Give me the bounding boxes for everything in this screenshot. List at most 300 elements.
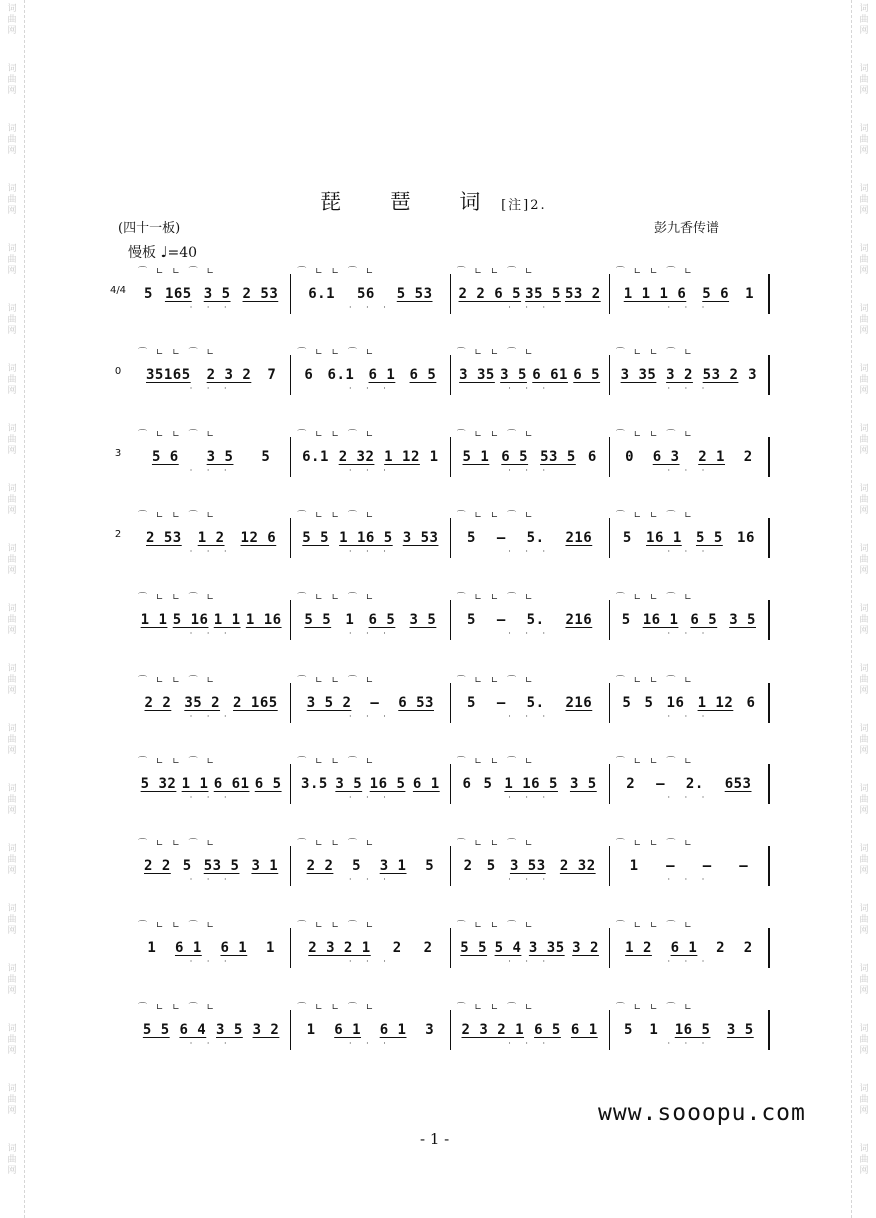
margin-watermark-char: 词 bbox=[859, 724, 869, 734]
measure bbox=[291, 1003, 450, 1050]
margin-watermark-char: 曲 bbox=[859, 375, 869, 385]
measure bbox=[451, 267, 610, 314]
note-group: 2 bbox=[423, 940, 433, 956]
note-group: 216 bbox=[565, 612, 593, 628]
margin-watermark-char: 网 bbox=[7, 26, 17, 36]
margin-watermark-char: 词 bbox=[7, 424, 17, 434]
margin-watermark-char: 曲 bbox=[859, 915, 869, 925]
margin-watermark bbox=[855, 304, 873, 337]
note-group: 3 bbox=[425, 1022, 435, 1038]
margin-watermark-char: 词 bbox=[859, 1084, 869, 1094]
quarter-note-icon: ♩ bbox=[160, 243, 168, 261]
note-group: 35 2 bbox=[184, 695, 221, 711]
margin-watermark-char: 网 bbox=[859, 746, 869, 756]
note-group: 3 5 bbox=[500, 367, 527, 383]
note-group: 6 5 bbox=[690, 612, 718, 628]
note-group: 2 165 bbox=[233, 695, 278, 711]
measure bbox=[291, 430, 450, 477]
margin-watermark bbox=[855, 604, 873, 637]
margin-watermark-char: 网 bbox=[859, 326, 869, 336]
margin-watermark-char: 词 bbox=[7, 184, 17, 194]
margin-watermark-char: 曲 bbox=[7, 555, 17, 565]
margin-watermark-char: 网 bbox=[7, 206, 17, 216]
margin-watermark-char: 词 bbox=[7, 904, 17, 914]
note-group: 56 bbox=[356, 286, 375, 302]
margin-watermark-char: 曲 bbox=[7, 675, 17, 685]
margin-watermark-char: 曲 bbox=[7, 795, 17, 805]
fingering-marks: ⌒ ∟ ∟ ⌒ ∟ bbox=[456, 676, 536, 686]
note-group: 3 bbox=[748, 367, 758, 383]
margin-watermark-char: 曲 bbox=[7, 315, 17, 325]
octave-dots: · · · bbox=[349, 547, 392, 556]
measure bbox=[132, 1003, 291, 1050]
note-group: 53 2 bbox=[702, 367, 739, 383]
octave-dots: · · · bbox=[349, 303, 392, 312]
margin-watermark bbox=[3, 724, 21, 757]
margin-watermark-char: 词 bbox=[859, 844, 869, 854]
title-char: 词 bbox=[459, 190, 483, 214]
measure-row bbox=[132, 348, 770, 395]
note-group: 3 35 bbox=[620, 367, 657, 383]
fingering-marks: ⌒ ∟ ∟ ⌒ ∟ bbox=[615, 593, 695, 603]
measure bbox=[132, 839, 291, 886]
note-group: – bbox=[739, 858, 749, 874]
margin-watermark bbox=[855, 364, 873, 397]
margin-watermark-char: 网 bbox=[859, 686, 869, 696]
margin-watermark-char: 曲 bbox=[7, 1095, 17, 1105]
note-group: 6.1 bbox=[308, 286, 336, 302]
note-group: 5 bbox=[621, 612, 631, 628]
note-group: 1 bbox=[649, 1022, 659, 1038]
octave-dots: · · · bbox=[349, 384, 392, 393]
margin-watermark-char: 词 bbox=[7, 544, 17, 554]
measure bbox=[451, 348, 610, 395]
note-group: 5 5 bbox=[695, 530, 723, 546]
note-group: 6 1 bbox=[379, 1022, 407, 1038]
margin-watermark-char: 曲 bbox=[859, 1095, 869, 1105]
note-group: 2. bbox=[685, 776, 704, 792]
margin-watermark-char: 词 bbox=[859, 664, 869, 674]
margin-watermark-char: 网 bbox=[7, 86, 17, 96]
note-group: 16 bbox=[666, 695, 685, 711]
note-group: 5 bbox=[623, 1022, 633, 1038]
margin-watermark-char: 曲 bbox=[7, 975, 17, 985]
note-group: 3 1 bbox=[251, 858, 279, 874]
margin-watermark-char: 词 bbox=[859, 364, 869, 374]
margin-watermark-char: 词 bbox=[7, 364, 17, 374]
system-lead-mark: 0 bbox=[114, 366, 122, 377]
note-group: 1 bbox=[306, 1022, 316, 1038]
octave-dots: · · · bbox=[349, 957, 392, 966]
margin-watermark-char: 曲 bbox=[859, 735, 869, 745]
margin-watermark bbox=[855, 64, 873, 97]
margin-watermark-char: 词 bbox=[7, 724, 17, 734]
octave-dots: · · · bbox=[508, 466, 551, 475]
margin-watermark-char: 网 bbox=[7, 386, 17, 396]
margin-watermark-char: 曲 bbox=[7, 375, 17, 385]
note-group: 2 2 bbox=[144, 695, 172, 711]
note-group: 6 bbox=[587, 449, 597, 465]
note-group: 16 bbox=[737, 530, 755, 546]
measure bbox=[132, 676, 291, 723]
margin-watermark bbox=[3, 484, 21, 517]
note-group: 16 5 bbox=[674, 1022, 711, 1038]
margin-watermark-char: 词 bbox=[7, 964, 17, 974]
margin-watermark-char: 网 bbox=[7, 806, 17, 816]
score-system bbox=[108, 921, 770, 968]
note-group: 2 bbox=[716, 940, 725, 956]
margin-watermark-char: 曲 bbox=[859, 795, 869, 805]
margin-watermark-char: 曲 bbox=[7, 15, 17, 25]
note-group: 7 bbox=[267, 367, 277, 383]
margin-watermark-char: 词 bbox=[7, 124, 17, 134]
octave-dots: · · · bbox=[508, 1039, 551, 1048]
margin-watermark-char: 网 bbox=[7, 326, 17, 336]
note-group: 5 bbox=[425, 858, 435, 874]
note-group: 1 2 bbox=[625, 940, 652, 956]
margin-watermark-char: 网 bbox=[7, 866, 17, 876]
margin-watermark bbox=[855, 244, 873, 277]
system-lead-mark: 4/4 bbox=[109, 285, 127, 296]
fingering-marks: ⌒ ∟ ∟ ⌒ ∟ bbox=[615, 430, 695, 440]
margin-watermark-char: 网 bbox=[7, 986, 17, 996]
score-system bbox=[108, 676, 770, 723]
margin-watermark bbox=[3, 1144, 21, 1177]
margin-watermark-char: 词 bbox=[859, 124, 869, 134]
margin-watermark-char: 词 bbox=[859, 784, 869, 794]
margin-watermark-char: 网 bbox=[859, 206, 869, 216]
note-group: 1 bbox=[147, 940, 157, 956]
margin-watermark-char: 网 bbox=[7, 1106, 17, 1116]
margin-watermark-char: 词 bbox=[7, 664, 17, 674]
fingering-marks: ⌒ ∟ ∟ ⌒ ∟ bbox=[615, 348, 695, 358]
fingering-marks: ⌒ ∟ ∟ ⌒ ∟ bbox=[138, 430, 218, 440]
fingering-marks: ⌒ ∟ ∟ ⌒ ∟ bbox=[615, 511, 695, 521]
margin-watermark bbox=[3, 244, 21, 277]
note-group: 1 1 bbox=[181, 776, 209, 792]
score-system bbox=[108, 267, 770, 314]
margin-watermark-char: 网 bbox=[859, 26, 869, 36]
margin-watermark bbox=[3, 1024, 21, 1057]
note-group: 216 bbox=[565, 530, 593, 546]
margin-watermark-char: 网 bbox=[859, 1166, 869, 1176]
note-group: 2 32 bbox=[559, 858, 596, 874]
octave-dots: · · · bbox=[667, 793, 711, 802]
margin-watermark bbox=[3, 604, 21, 637]
note-group: 2 bbox=[463, 858, 473, 874]
octave-dots: · · · bbox=[349, 712, 392, 721]
margin-watermark-char: 网 bbox=[859, 266, 869, 276]
fingering-marks: ⌒ ∟ ∟ ⌒ ∟ bbox=[615, 921, 695, 931]
octave-dots: · · · bbox=[667, 384, 711, 393]
measure bbox=[610, 511, 770, 558]
margin-watermark bbox=[855, 664, 873, 697]
title-char: 琶 bbox=[389, 190, 413, 214]
octave-dots: · · · bbox=[189, 629, 233, 638]
note-group: 5 bbox=[144, 286, 153, 302]
octave-dots: · · · bbox=[189, 957, 233, 966]
note-group: – bbox=[702, 858, 712, 874]
octave-dots: · · · bbox=[508, 875, 551, 884]
octave-dots: · · · bbox=[189, 384, 233, 393]
note-group: 6 1 bbox=[334, 1022, 362, 1038]
note-group: 1 bbox=[429, 449, 439, 465]
margin-watermark-char: 曲 bbox=[7, 195, 17, 205]
margin-watermark-char: 词 bbox=[7, 1144, 17, 1154]
page-number: - 1 - bbox=[420, 1130, 450, 1148]
note-group: 5 bbox=[622, 530, 632, 546]
measure bbox=[291, 757, 450, 804]
margin-watermark-char: 网 bbox=[859, 866, 869, 876]
margin-watermark-char: 网 bbox=[7, 686, 17, 696]
note-group: 5 16 bbox=[172, 612, 209, 628]
octave-dots: · · · bbox=[349, 875, 392, 884]
note-group: 5 6 bbox=[151, 449, 179, 465]
margin-watermark bbox=[855, 4, 873, 37]
note-group: 16 5 bbox=[369, 776, 406, 792]
octave-dots: · · · bbox=[349, 793, 392, 802]
note-group: 2 3 2 1 bbox=[461, 1022, 525, 1038]
octave-dots: · · · bbox=[508, 712, 551, 721]
note-group: 1 16 bbox=[245, 612, 282, 628]
margin-watermark-char: 曲 bbox=[859, 1035, 869, 1045]
measure bbox=[451, 757, 610, 804]
margin-watermark bbox=[855, 1144, 873, 1177]
note-group: 2 bbox=[743, 940, 753, 956]
title-char: 琵 bbox=[320, 190, 343, 214]
measure-row bbox=[132, 757, 770, 804]
margin-watermark-char: 网 bbox=[859, 926, 869, 936]
margin-watermark bbox=[855, 724, 873, 757]
note-group: 3 5 bbox=[216, 1022, 243, 1038]
octave-dots: · · · bbox=[667, 547, 711, 556]
margin-watermark-char: 网 bbox=[859, 86, 869, 96]
margin-watermark bbox=[855, 904, 873, 937]
margin-watermark-char: 词 bbox=[859, 244, 869, 254]
measure bbox=[291, 921, 450, 968]
margin-watermark-char: 网 bbox=[7, 626, 17, 636]
measure bbox=[451, 839, 610, 886]
note-group: 6.1 bbox=[302, 449, 329, 465]
note-group: 16 1 bbox=[646, 530, 682, 546]
note-group: 5 bbox=[622, 695, 632, 711]
margin-watermark-char: 网 bbox=[859, 626, 869, 636]
note-group: 1 16 5 bbox=[339, 530, 393, 546]
note-group: 0 bbox=[625, 449, 635, 465]
tempo-value: =40 bbox=[167, 245, 198, 261]
note-group: 6 5 bbox=[254, 776, 282, 792]
margin-watermark-char: 曲 bbox=[7, 435, 17, 445]
fingering-marks: ⌒ ∟ ∟ ⌒ ∟ bbox=[456, 348, 536, 358]
margin-watermark bbox=[3, 64, 21, 97]
note-group: 1 bbox=[265, 940, 275, 956]
octave-dots: · · · bbox=[667, 1039, 711, 1048]
margin-watermark-char: 曲 bbox=[859, 675, 869, 685]
octave-dots: · · · bbox=[189, 712, 233, 721]
measure bbox=[132, 430, 291, 477]
note-group: 6 bbox=[746, 695, 756, 711]
fingering-marks: ⌒ ∟ ∟ ⌒ ∟ bbox=[615, 267, 695, 277]
measure bbox=[610, 267, 770, 314]
note-group: 5. bbox=[526, 530, 545, 546]
score-system bbox=[108, 511, 770, 558]
octave-dots: · · · bbox=[349, 466, 392, 475]
note-group: 5. bbox=[526, 695, 545, 711]
note-group: 5 6 bbox=[702, 286, 730, 302]
octave-dots: · · · bbox=[508, 957, 551, 966]
measure-row bbox=[132, 511, 770, 558]
fingering-marks: ⌒ ∟ ∟ ⌒ ∟ bbox=[456, 593, 536, 603]
margin-watermark-char: 曲 bbox=[859, 435, 869, 445]
measure bbox=[291, 676, 450, 723]
margin-watermark-char: 网 bbox=[7, 566, 17, 576]
measure bbox=[132, 348, 291, 395]
measure bbox=[451, 921, 610, 968]
note-group: – bbox=[370, 695, 380, 711]
margin-watermark-char: 曲 bbox=[7, 735, 17, 745]
margin-watermark-char: 网 bbox=[7, 446, 17, 456]
system-lead-mark: 3 bbox=[114, 448, 122, 459]
note-group: 6 5 bbox=[534, 1022, 561, 1038]
measure bbox=[132, 757, 291, 804]
octave-dots: · · · bbox=[189, 466, 233, 475]
margin-watermark-char: 网 bbox=[7, 506, 17, 516]
note-group: 6 5 bbox=[368, 612, 396, 628]
margin-watermark-char: 词 bbox=[859, 964, 869, 974]
note-group: 5 5 bbox=[304, 612, 332, 628]
measure bbox=[291, 511, 450, 558]
note-group: 2 bbox=[392, 940, 402, 956]
note-group: 5 5 bbox=[302, 530, 330, 546]
fingering-marks: ⌒ ∟ ∟ ⌒ ∟ bbox=[138, 348, 218, 358]
fingering-marks: ⌒ ∟ ∟ ⌒ ∟ bbox=[456, 511, 536, 521]
octave-dots: · · · bbox=[189, 303, 233, 312]
margin-watermark-char: 曲 bbox=[859, 135, 869, 145]
note-group: 6 1 bbox=[670, 940, 698, 956]
margin-watermark-char: 网 bbox=[7, 1046, 17, 1056]
note-group: 53 5 bbox=[540, 449, 576, 465]
note-group: 3 5 bbox=[409, 612, 437, 628]
measure bbox=[132, 921, 291, 968]
note-group: – bbox=[656, 776, 665, 792]
margin-watermark-char: 曲 bbox=[859, 555, 869, 565]
margin-watermark-char: 曲 bbox=[7, 915, 17, 925]
measure bbox=[610, 839, 770, 886]
note-group: 5 1 bbox=[462, 449, 490, 465]
margin-watermark-char: 词 bbox=[859, 1144, 869, 1154]
measure bbox=[291, 593, 450, 640]
margin-watermark bbox=[855, 484, 873, 517]
fingering-marks: ⌒ ∟ ∟ ⌒ ∟ bbox=[138, 267, 218, 277]
measure-row bbox=[132, 676, 770, 723]
octave-dots: · · · bbox=[189, 547, 233, 556]
measure bbox=[610, 1003, 770, 1050]
title-footnote-mark: [注]2. bbox=[501, 198, 547, 213]
note-group: 165 bbox=[164, 286, 192, 302]
note-group: 2 bbox=[743, 449, 753, 465]
fingering-marks: ⌒ ∟ ∟ ⌒ ∟ bbox=[615, 757, 695, 767]
note-group: 216 bbox=[565, 695, 593, 711]
fingering-marks: ⌒ ∟ ∟ ⌒ ∟ bbox=[615, 1003, 695, 1013]
note-group: 2 53 bbox=[242, 286, 279, 302]
note-group: 53 2 bbox=[564, 286, 601, 302]
margin-watermark-char: 曲 bbox=[7, 1155, 17, 1165]
margin-watermark bbox=[3, 664, 21, 697]
tempo-label: 慢板 bbox=[128, 245, 156, 261]
octave-dots: · · · bbox=[667, 875, 711, 884]
octave-dots: · · · bbox=[189, 793, 233, 802]
left-margin-watermark-strip bbox=[0, 0, 25, 1218]
fingering-marks: ⌒ ∟ ∟ ⌒ ∟ bbox=[138, 511, 218, 521]
margin-watermark bbox=[3, 184, 21, 217]
note-group: 2 32 bbox=[338, 449, 375, 465]
note-group: 2 2 6 5 bbox=[458, 286, 522, 302]
score-system bbox=[108, 839, 770, 886]
fingering-marks: ⌒ ∟ ∟ ⌒ ∟ bbox=[297, 593, 377, 603]
margin-watermark-char: 曲 bbox=[7, 135, 17, 145]
margin-watermark-char: 曲 bbox=[7, 495, 17, 505]
note-group: 5. bbox=[526, 612, 545, 628]
note-group: 2 3 2 1 bbox=[308, 940, 371, 956]
note-group: 6 1 bbox=[412, 776, 440, 792]
margin-watermark-char: 词 bbox=[859, 64, 869, 74]
margin-watermark-char: 网 bbox=[859, 146, 869, 156]
fingering-marks: ⌒ ∟ ∟ ⌒ ∟ bbox=[456, 1003, 536, 1013]
fingering-marks: ⌒ ∟ ∟ ⌒ ∟ bbox=[297, 757, 377, 767]
margin-watermark-char: 网 bbox=[859, 806, 869, 816]
score-system bbox=[108, 1003, 770, 1050]
note-group: 1 12 bbox=[697, 695, 734, 711]
measure bbox=[451, 593, 610, 640]
fingering-marks: ⌒ ∟ ∟ ⌒ ∟ bbox=[456, 921, 536, 931]
note-group: 6 1 bbox=[220, 940, 248, 956]
note-group: 3 5 bbox=[203, 286, 231, 302]
note-group: 5 bbox=[466, 695, 476, 711]
note-group: 16 1 bbox=[642, 612, 679, 628]
margin-watermark-char: 网 bbox=[7, 266, 17, 276]
octave-dots: · · · bbox=[508, 629, 551, 638]
margin-watermark bbox=[855, 844, 873, 877]
score-system bbox=[108, 430, 770, 477]
note-group: 2 bbox=[626, 776, 636, 792]
note-group: 3 5 bbox=[206, 449, 234, 465]
measure bbox=[291, 348, 450, 395]
note-group: 3 2 bbox=[572, 940, 599, 956]
note-group: 5 5 bbox=[142, 1022, 170, 1038]
note-group: 3 5 2 bbox=[306, 695, 352, 711]
note-group: – bbox=[496, 530, 506, 546]
measure bbox=[610, 676, 770, 723]
note-group: 53 5 bbox=[203, 858, 240, 874]
margin-watermark bbox=[3, 1084, 21, 1117]
note-group: 1 1 1 6 bbox=[623, 286, 687, 302]
margin-watermark bbox=[3, 964, 21, 997]
margin-watermark-char: 曲 bbox=[859, 255, 869, 265]
margin-watermark-char: 词 bbox=[7, 304, 17, 314]
margin-watermark-char: 词 bbox=[7, 244, 17, 254]
fingering-marks: ⌒ ∟ ∟ ⌒ ∟ bbox=[297, 267, 377, 277]
note-group: 6 3 bbox=[652, 449, 680, 465]
measure bbox=[291, 267, 450, 314]
note-group: 3 35 bbox=[528, 940, 565, 956]
note-group: 5 5 bbox=[460, 940, 488, 956]
measure bbox=[132, 593, 291, 640]
margin-watermark-char: 曲 bbox=[7, 75, 17, 85]
octave-dots: · · · bbox=[667, 957, 711, 966]
note-group: 6 53 bbox=[398, 695, 434, 711]
fingering-marks: ⌒ ∟ ∟ ⌒ ∟ bbox=[456, 757, 536, 767]
fingering-marks: ⌒ ∟ ∟ ⌒ ∟ bbox=[138, 921, 218, 931]
